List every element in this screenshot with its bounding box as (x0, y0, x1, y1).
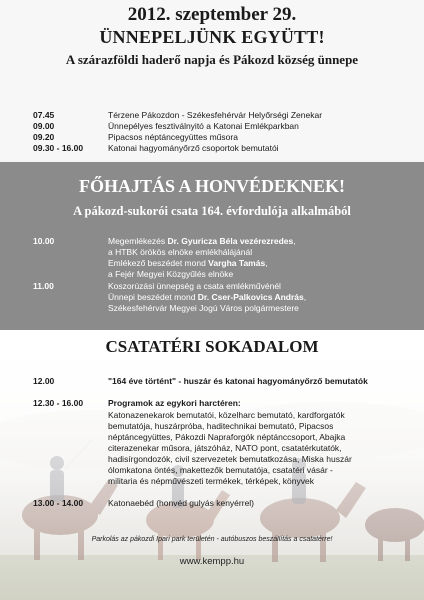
commemoration-line: Székesfehérvár Megyei Jogú Város polgármestere (108, 303, 299, 313)
program-desc (108, 376, 368, 386)
commemoration-subtitle: A pákozd-sukorói csata 164. évfordulója alkalmából (73, 204, 351, 218)
line-text: Ünnepi beszédet mond (108, 292, 198, 302)
event-subtitle: A szárazföldi haderő napja és Pákozd község ünnepe (65, 52, 359, 67)
commemoration-time: 10.00 (33, 236, 55, 246)
event-title: ÜNNEPELJÜNK EGYÜTT! (99, 27, 325, 47)
line-text: Megemlékezés (108, 236, 168, 246)
program-line: hadisírgondozók, civil szervezetek bemutatkozása, Miska huszár (108, 454, 352, 464)
commemoration-line: a HTBK örökös elnöke emlékhálájánál (108, 247, 253, 257)
program-time: 12.00 (33, 376, 55, 386)
program-rest: - huszár és katonai hagyományőrző bemutatók (176, 376, 368, 386)
poster-header (0, 0, 424, 160)
parking-note: Parkolás az pákozdi Ipari park területén - autóbuszos beszállítás a csatatérre! (91, 536, 333, 543)
line-text: Emlékező beszédet mond (108, 258, 209, 268)
commemoration-title: FŐHAJTÁS A HONVÉDEKNEK! (78, 176, 346, 196)
program-time: 13.00 - 14.00 (33, 498, 84, 508)
program-desc: Katonaebéd (honvéd gulyás kenyérrel) (108, 498, 255, 508)
speaker-name: Vargha Tamás (208, 258, 266, 268)
program-line: néptáncegyüttes, Pákozdi Napraforgók néptánccsoport, Abajka (108, 432, 346, 442)
program-quote: "164 éve történt" (108, 376, 177, 386)
schedule-time: 09.20 (33, 132, 55, 142)
schedule-time: 09.00 (33, 121, 55, 131)
event-date: 2012. szeptember 29. (127, 4, 297, 25)
schedule-time: 09.30 - 16.00 (33, 143, 84, 153)
morning-schedule (33, 110, 413, 160)
schedule-time: 07.45 (33, 110, 55, 120)
schedule-desc: Ünnepélyes fesztiválnyitó a Katonai Emlékparkban (108, 121, 299, 131)
schedule-desc: Térzene Pákozdon - Székesfehérvár Helyőrségi Zenekar (108, 110, 323, 120)
commemoration-band (0, 162, 424, 330)
program-line: Katonazenekarok bemutatói, közelharc bemutató, kardforgatók (108, 410, 345, 420)
program-line: citerazenekar műsora, játszóház, NATO pont, csatatérkutatók, (108, 443, 342, 453)
battlefield-title: CSATATÉRI SOKADALOM (105, 337, 319, 356)
commemoration-line: a Fejér Megyei Közgyűlés elnöke (108, 269, 234, 279)
commemoration-line: Ünnepi beszédet mond Dr. Cser-Palkovics András, (108, 292, 307, 302)
commemoration-line: Megemlékezés Dr. Gyuricza Béla vezérezredes, (108, 236, 296, 246)
commemoration-line: Emlékező beszédet mond Vargha Tamás, (108, 258, 268, 268)
speaker-name: Dr. Gyuricza Béla vezérezredes (167, 236, 294, 246)
schedule-desc: Pipacsos néptáncegyüttes műsora (108, 132, 238, 142)
program-heading: Programok az egykori harctéren: (108, 398, 241, 408)
program-time: 12.30 - 16.00 (33, 398, 84, 408)
website-link[interactable]: www.kempp.hu (179, 556, 245, 567)
commemoration-time: 11.00 (33, 281, 54, 291)
program-line: bemutatója, huszárpróba, haditechnikai bemutató, Pipacsos (108, 421, 334, 431)
schedule-desc: Katonai hagyományőrző csoportok bemutatói (108, 143, 279, 153)
commemoration-line: Koszorúzási ünnepség a csata emlékművénél (108, 281, 281, 291)
program-line: ólomkatona öntés, makettezők bemutatója, csatatéri vásár - (108, 465, 333, 475)
speaker-name: Dr. Cser-Palkovics András (197, 292, 304, 302)
program-line: militaria és népművészeti termékek, térképek, könyvek (108, 476, 314, 486)
